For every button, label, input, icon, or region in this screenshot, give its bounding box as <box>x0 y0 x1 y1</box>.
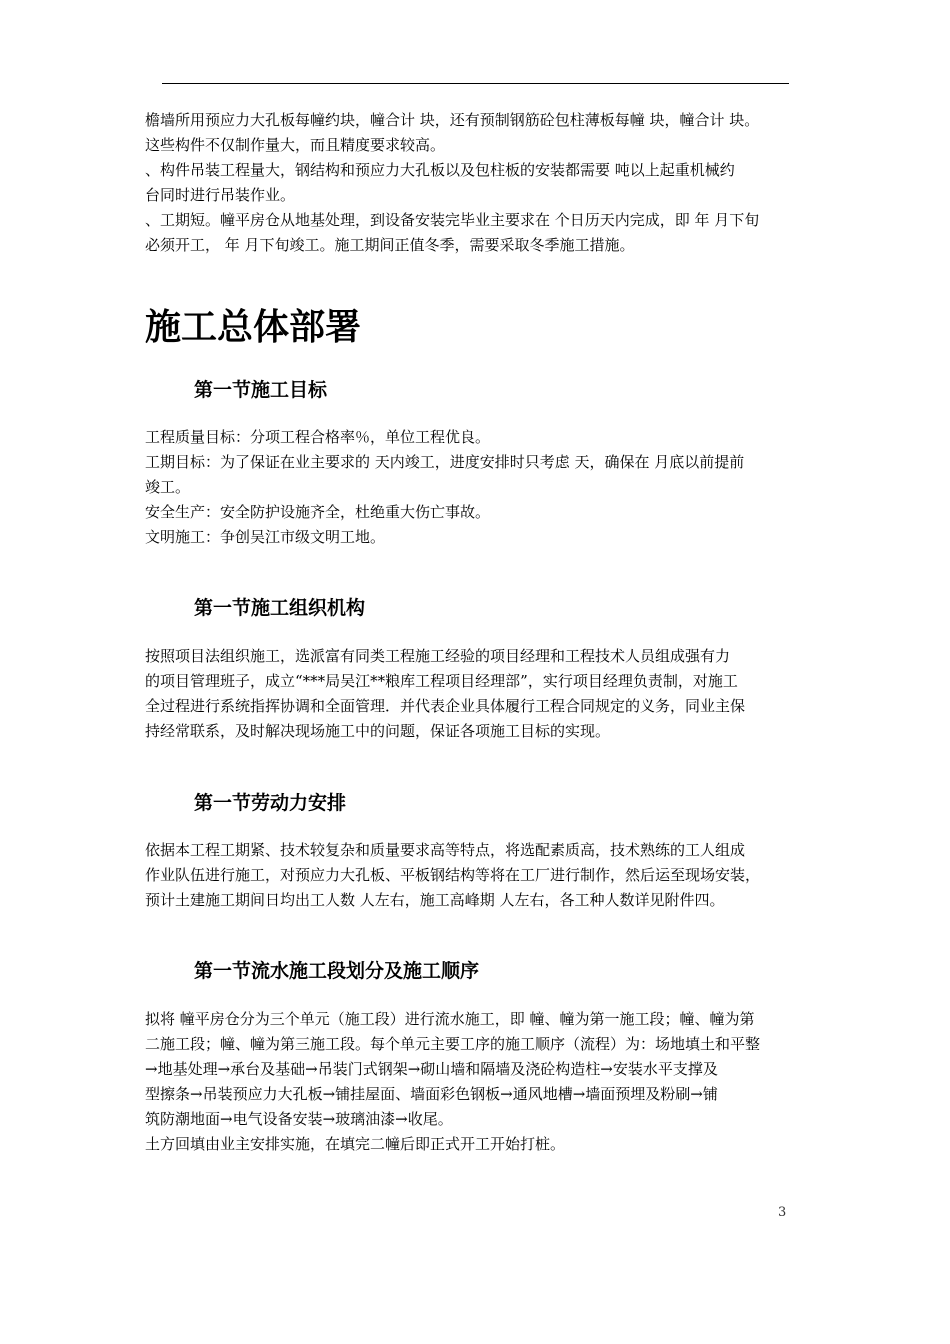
text-line: 台同时进行吊装作业。 <box>145 186 296 204</box>
text-line: 型擦条→吊装预应力大孔板→铺挂屋面、墙面彩色钢板→通风地槽→墙面预埋及粉刷→铺 <box>145 1085 718 1103</box>
text-line: 工期目标：为了保证在业主要求的 天内竣工，进度安排时只考虑 天，确保在 月底以前提前 <box>145 453 745 471</box>
text-line: 筑防潮地面→电气设备安装→玻璃油漆→收尾。 <box>145 1110 453 1128</box>
section-body-sequence <box>145 1007 820 1157</box>
section-body-labor <box>145 838 820 913</box>
page-number: 3 <box>778 1205 787 1220</box>
text-line: 必须开工， 年 月下旬竣工。施工期间正值冬季，需要采取冬季施工措施。 <box>145 236 635 254</box>
section-body-goals <box>145 425 820 550</box>
section-body-organization <box>145 644 820 744</box>
text-line: 按照项目法组织施工，选派富有同类工程施工经验的项目经理和工程技术人员组成强有力 <box>145 647 731 665</box>
text-line: 、构件吊装工程量大，钢结构和预应力大孔板以及包柱板的安装都需要 吨以上起重机械约 <box>145 161 735 179</box>
text-line: 的项目管理班子，成立“***局吴江**粮库工程项目经理部”，实行项目经理负责制，对施工 <box>145 672 738 690</box>
intro-paragraph <box>145 108 820 258</box>
section-heading-organization: 第一节施工组织机构 <box>194 597 366 619</box>
text-line: 全过程进行系统指挥协调和全面管理．并代表企业具体履行工程合同规定的义务，同业主保 <box>145 697 746 715</box>
text-line: 竣工。 <box>145 478 191 496</box>
text-line: 文明施工：争创吴江市级文明工地。 <box>145 528 386 546</box>
section-heading-sequence: 第一节流水施工段划分及施工顺序 <box>194 960 480 982</box>
text-line: 二施工段；幢、幢为第三施工段。每个单元主要工序的施工顺序（流程）为：场地填土和平整 <box>145 1035 761 1053</box>
text-line: 檐墙所用预应力大孔板每幢约块，幢合计 块，还有预制钢筋砼包柱薄板每幢 块，幢合计 块。 <box>145 111 760 129</box>
header-rule <box>162 83 789 84</box>
text-line: 拟将 幢平房仓分为三个单元（施工段）进行流水施工，即 幢、幢为第一施工段；幢、幢为第 <box>145 1010 755 1028</box>
text-line: 工程质量目标：分项工程合格率％，单位工程优良。 <box>145 428 491 446</box>
text-line: 预计土建施工期间日均出工人数 人左右，施工高峰期 人左右，各工种人数详见附件四。 <box>145 891 725 909</box>
section-heading-labor: 第一节劳动力安排 <box>194 792 347 814</box>
text-line: 、工期短。幢平房仓从地基处理，到设备安装完毕业主要求在 个日历天内完成，即 年 月下旬 <box>145 211 760 229</box>
text-line: 安全生产：安全防护设施齐全，杜绝重大伤亡事故。 <box>145 503 491 521</box>
text-line: 持经常联系，及时解决现场施工中的问题，保证各项施工目标的实现。 <box>145 722 611 740</box>
text-line: 土方回填由业主安排实施，在填完二幢后即正式开工开始打桩。 <box>145 1135 566 1153</box>
section-heading-goals: 第一节施工目标 <box>194 379 328 401</box>
text-line: 依据本工程工期紧、技术较复杂和质量要求高等特点，将选配素质高，技术熟练的工人组成 <box>145 841 746 859</box>
text-line: →地基处理→承台及基础→吊装门式钢架→砌山墙和隔墙及浇砼构造柱→安装水平支撑及 <box>145 1060 718 1078</box>
chapter-title: 施工总体部署 <box>145 307 362 348</box>
text-line: 作业队伍进行施工，对预应力大孔板、平板钢结构等将在工厂进行制作，然后运至现场安装， <box>145 866 761 884</box>
text-line: 这些构件不仅制作量大，而且精度要求较高。 <box>145 136 446 154</box>
